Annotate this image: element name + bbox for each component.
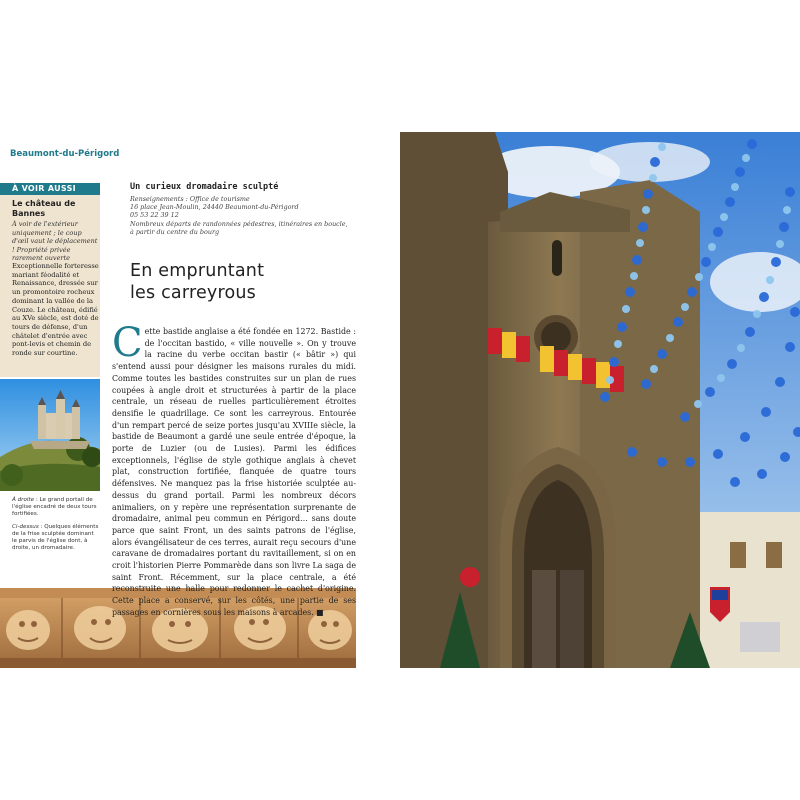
caption-right bbox=[12, 497, 100, 519]
caption-lead: À droite bbox=[12, 497, 35, 503]
info-line: Renseignements : Office de tourisme bbox=[130, 195, 250, 203]
sidebar-title: Le château de Bannes bbox=[12, 199, 76, 218]
info-box-title: Un curieux dromadaire sculpté bbox=[130, 182, 279, 192]
headline-line-1: En empruntant bbox=[130, 261, 265, 281]
caption-lead: Ci-dessus bbox=[12, 523, 39, 530]
sidebar-body: Exceptionnelle forteresse mariant féodalité et Renaissance, dressée sur un promontoire rocheux dominant la vallée de la Couze. Le château, édifié au XVe siècle, est doté de tours de défense, d'un châtelet d'entrée avec pont-levis et chemin de ronde sur courtine. bbox=[12, 262, 99, 358]
info-line: 16 place Jean-Moulin, 24440 Beaumont-du-Périgord bbox=[130, 203, 299, 212]
end-mark-icon: ■ bbox=[316, 607, 324, 617]
info-box-text bbox=[130, 195, 360, 236]
running-head: Beaumont-du-Périgord bbox=[10, 149, 120, 159]
article-body bbox=[112, 320, 356, 619]
info-line: Nombreux départs de randonnées pédestres, itinéraires en boucle, bbox=[130, 219, 348, 228]
castle-photo bbox=[0, 379, 100, 491]
sidebar-tab-label: À VOIR AUSSI bbox=[12, 184, 76, 193]
photo-captions bbox=[12, 497, 100, 557]
article-headline bbox=[130, 260, 264, 304]
drop-cap: C bbox=[112, 320, 143, 366]
caption-above bbox=[12, 524, 100, 553]
caption-text: : Quelques éléments de la frise sculptée dominant le parvis de l'église dont, à droite, un dromadaire. bbox=[12, 523, 99, 552]
article-text: ette bastide anglaise a été fondée en 1272. Bastide : de l'occitan bastido, « ville nouvelle ». On y trouve la racine du verbe occitan bastir (« bâtir ») qui s'entend aussi pour désigner les maisons rurales du midi. Comme toutes les bastides construites sur un plan de rues coupées à angle droit et structurées à partir de la place centrale, un réseau de ruelles particulièrement étroites densifie le quadrillage. Ce sont les carreyrous. Entourée d'un rempart percé de seize portes jusqu'au XVIIIe siècle, la bastide de Beaumont a gardé une seule entrée d'époque, la porte de Luzier (ou de Lusies). Parmi les édifices exceptionnels, l'église de style gothique anglais à chevet plat, construction fortifiée, flanquée de quatre tours défensives. Ne manquez pas la frise historiée sculptée au-dessus du grand portail. Parmi les nombreux décors animaliers, on y repère une représentation surprenante de dromadaire, animal peu commun en Périgord… sans doute parce que saint Front, un des saints patrons de l'église, alors évangélisateur de ces terres, aurait reçu secours d'une caravane de dromadaires portant du ravitaillement, si on en croit l'historien Pierre Pommarède dans son livre La saga de saint Front. Récemment, sur la place centrale, a été reconstruite une halle pour redonner le cachet d'origine. Cette place a conservé, sur les côtés, une partie de ses passages en cornières sous les maisons à arcades. bbox=[112, 327, 356, 617]
church-portal-photo bbox=[400, 132, 800, 668]
info-line: à partir du centre du bourg bbox=[130, 227, 220, 236]
sidebar-subtitle: À voir de l'extérieur uniquement ; le coup d'œil vaut le déplacement ! Propriété privée rarement ouverte bbox=[12, 220, 98, 263]
caption-text: : Le grand portail de l'église encadré de deux tours fortifiées. bbox=[12, 497, 97, 518]
headline-line-2: les carreyrous bbox=[130, 283, 257, 303]
info-line: 05 53 22 39 12 bbox=[130, 211, 179, 220]
